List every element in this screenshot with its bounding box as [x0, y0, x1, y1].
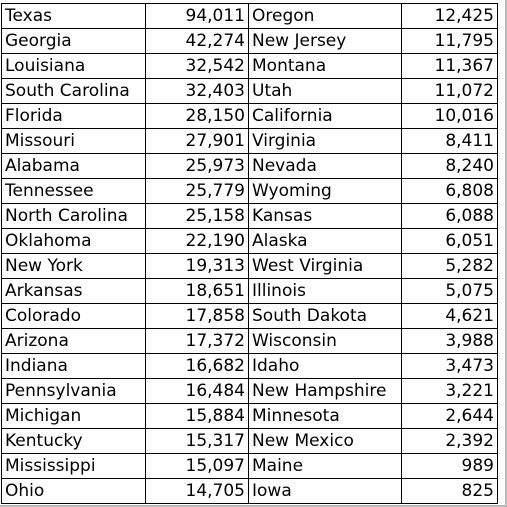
right-state-cell: South Dakota — [249, 304, 402, 329]
right-value-cell: 3,988 — [402, 329, 498, 354]
left-value-cell: 25,158 — [146, 204, 249, 229]
table-row — [2, 29, 498, 54]
right-value-cell: 8,240 — [402, 154, 498, 179]
right-value-cell: 6,051 — [402, 229, 498, 254]
left-state-cell: South Carolina — [2, 79, 146, 104]
right-state-cell: Maine — [249, 454, 402, 479]
left-state-cell: Arizona — [2, 329, 146, 354]
right-state-cell: Montana — [249, 54, 402, 79]
table-row — [2, 404, 498, 429]
left-state-cell: Michigan — [2, 404, 146, 429]
left-value-cell: 19,313 — [146, 254, 249, 279]
left-value-cell: 94,011 — [146, 4, 249, 29]
right-value-cell: 3,221 — [402, 379, 498, 404]
right-state-cell: Nevada — [249, 154, 402, 179]
right-value-cell: 989 — [402, 454, 498, 479]
table-row — [2, 229, 498, 254]
right-state-cell: Virginia — [249, 129, 402, 154]
right-value-cell: 2,644 — [402, 404, 498, 429]
left-state-cell: Missouri — [2, 129, 146, 154]
right-state-cell: Oregon — [249, 4, 402, 29]
right-state-cell: New Jersey — [249, 29, 402, 54]
left-value-cell: 14,705 — [146, 479, 249, 504]
right-value-cell: 11,072 — [402, 79, 498, 104]
right-state-cell: Wisconsin — [249, 329, 402, 354]
state-values-table — [1, 3, 498, 504]
left-state-cell: Oklahoma — [2, 229, 146, 254]
table-row — [2, 279, 498, 304]
left-value-cell: 25,973 — [146, 154, 249, 179]
left-value-cell: 15,097 — [146, 454, 249, 479]
table-row — [2, 454, 498, 479]
right-value-cell: 11,367 — [402, 54, 498, 79]
left-state-cell: Arkansas — [2, 279, 146, 304]
left-value-cell: 32,542 — [146, 54, 249, 79]
right-state-cell: California — [249, 104, 402, 129]
left-state-cell: Mississippi — [2, 454, 146, 479]
table-row — [2, 4, 498, 29]
right-value-cell: 5,282 — [402, 254, 498, 279]
left-state-cell: Florida — [2, 104, 146, 129]
table-row — [2, 204, 498, 229]
right-value-cell: 10,016 — [402, 104, 498, 129]
left-value-cell: 18,651 — [146, 279, 249, 304]
left-value-cell: 17,858 — [146, 304, 249, 329]
right-state-cell: West Virginia — [249, 254, 402, 279]
table-row — [2, 79, 498, 104]
left-state-cell: Kentucky — [2, 429, 146, 454]
table-row — [2, 354, 498, 379]
left-state-cell: New York — [2, 254, 146, 279]
right-value-cell: 6,088 — [402, 204, 498, 229]
left-value-cell: 28,150 — [146, 104, 249, 129]
left-value-cell: 17,372 — [146, 329, 249, 354]
table-row — [2, 179, 498, 204]
right-state-cell: Kansas — [249, 204, 402, 229]
table-row — [2, 129, 498, 154]
right-state-cell: Illinois — [249, 279, 402, 304]
left-state-cell: Georgia — [2, 29, 146, 54]
right-state-cell: Iowa — [249, 479, 402, 504]
left-state-cell: Tennessee — [2, 179, 146, 204]
left-state-cell: Indiana — [2, 354, 146, 379]
right-state-cell: Utah — [249, 79, 402, 104]
table-body — [2, 4, 498, 504]
right-value-cell: 825 — [402, 479, 498, 504]
left-value-cell: 32,403 — [146, 79, 249, 104]
left-value-cell: 15,884 — [146, 404, 249, 429]
right-state-cell: New Mexico — [249, 429, 402, 454]
left-value-cell: 16,682 — [146, 354, 249, 379]
left-value-cell: 42,274 — [146, 29, 249, 54]
left-state-cell: Colorado — [2, 304, 146, 329]
right-value-cell: 5,075 — [402, 279, 498, 304]
right-value-cell: 6,808 — [402, 179, 498, 204]
left-state-cell: Alabama — [2, 154, 146, 179]
table-row — [2, 304, 498, 329]
table-row — [2, 379, 498, 404]
table-row — [2, 154, 498, 179]
table-row — [2, 329, 498, 354]
table-row — [2, 104, 498, 129]
table-row — [2, 479, 498, 504]
table-row — [2, 429, 498, 454]
right-value-cell: 2,392 — [402, 429, 498, 454]
right-state-cell: Minnesota — [249, 404, 402, 429]
table-row — [2, 254, 498, 279]
right-value-cell: 3,473 — [402, 354, 498, 379]
right-state-cell: Idaho — [249, 354, 402, 379]
right-value-cell: 12,425 — [402, 4, 498, 29]
right-value-cell: 4,621 — [402, 304, 498, 329]
left-state-cell: Texas — [2, 4, 146, 29]
left-state-cell: North Carolina — [2, 204, 146, 229]
left-value-cell: 15,317 — [146, 429, 249, 454]
left-value-cell: 25,779 — [146, 179, 249, 204]
right-state-cell: New Hampshire — [249, 379, 402, 404]
left-state-cell: Pennsylvania — [2, 379, 146, 404]
right-value-cell: 11,795 — [402, 29, 498, 54]
left-value-cell: 22,190 — [146, 229, 249, 254]
left-state-cell: Ohio — [2, 479, 146, 504]
left-value-cell: 27,901 — [146, 129, 249, 154]
right-value-cell: 8,411 — [402, 129, 498, 154]
left-state-cell: Louisiana — [2, 54, 146, 79]
right-state-cell: Alaska — [249, 229, 402, 254]
left-value-cell: 16,484 — [146, 379, 249, 404]
right-state-cell: Wyoming — [249, 179, 402, 204]
table-row — [2, 54, 498, 79]
